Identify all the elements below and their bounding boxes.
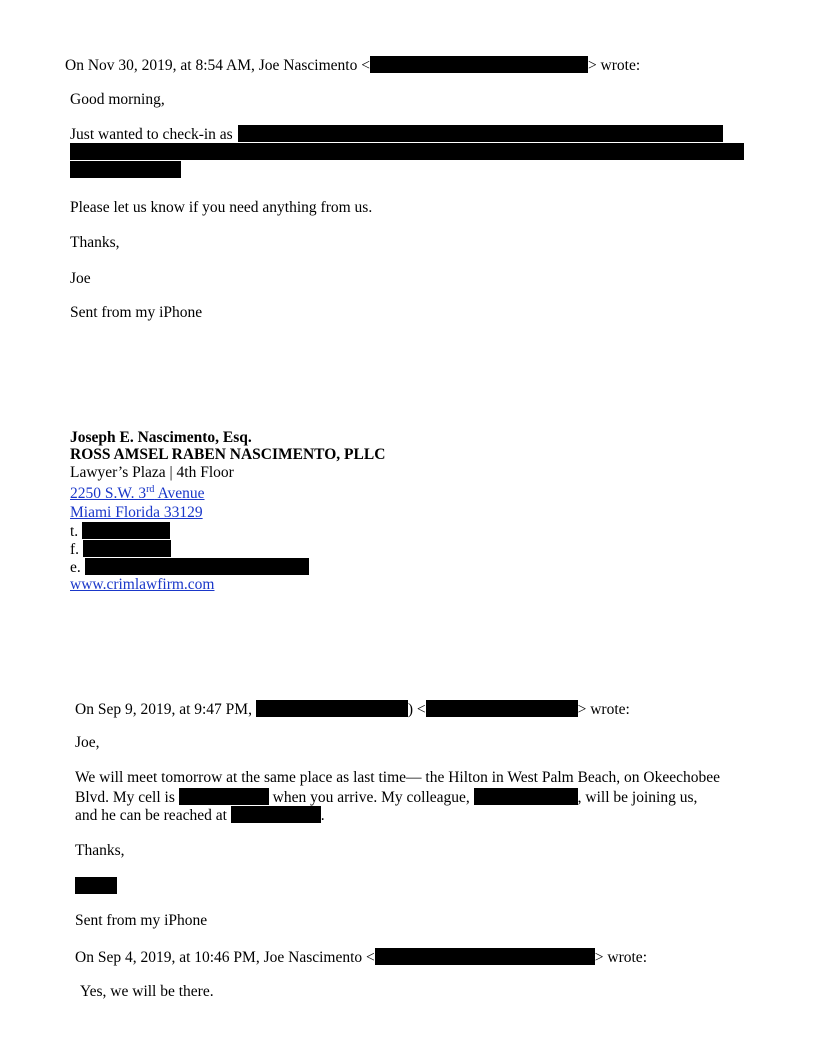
redacted-name (474, 788, 578, 805)
email3-body: Yes, we will be there. (80, 983, 214, 1000)
signature-street-link[interactable] (70, 485, 205, 503)
email2-greeting: Joe, (75, 734, 100, 751)
redacted-email (85, 558, 309, 575)
redacted-name (256, 700, 408, 717)
email1-header: On Nov 30, 2019, at 8:54 AM, Joe Nascimento < > wrote: (65, 57, 641, 74)
email2-header: On Sep 9, 2019, at 9:47 PM, ) < > wrote: (75, 701, 630, 718)
email1-greeting: Good morning, (70, 91, 165, 108)
email1-request: Please let us know if you need anything from us. (70, 199, 373, 216)
email1-sent-from: Sent from my iPhone (70, 304, 203, 321)
redacted-phone (179, 788, 269, 805)
redacted-email (426, 700, 578, 717)
email2-thanks: Thanks, (75, 842, 125, 859)
redacted-email (370, 56, 588, 73)
email1-thanks: Thanks, (70, 234, 120, 251)
city-link[interactable]: Miami Florida 33129 (70, 504, 203, 521)
redacted-text (70, 143, 744, 160)
email2-body-line-1: We will meet tomorrow at the same place as last time— the Hilton in West Palm Beach, on Okeechobee (75, 769, 721, 786)
signature-website[interactable] (70, 576, 214, 594)
redacted-fax (83, 540, 171, 557)
email1-sender-name: Joe (70, 270, 91, 287)
signature-office: Lawyer’s Plaza | 4th Floor (70, 464, 234, 481)
email2-body-line-3: and he can be reached at . (75, 807, 325, 824)
email1-body-line: Just wanted to check-in as (70, 126, 233, 143)
email2-sent-from: Sent from my iPhone (75, 912, 208, 929)
signature-name: Joseph E. Nascimento, Esq. (70, 429, 252, 446)
signature-city-link[interactable] (70, 504, 203, 522)
email2-body-line-2: Blvd. My cell is when you arrive. My colleague, , will be joining us, (75, 789, 698, 806)
signature-email: e. (70, 558, 309, 577)
website-link[interactable]: www.crimlawfirm.com (70, 576, 215, 593)
redacted-text (238, 125, 723, 142)
signature-phone: t. (70, 522, 170, 541)
redacted-email (375, 948, 595, 965)
street-address-link[interactable]: 2250 S.W. 3rd Avenue (70, 484, 205, 502)
redacted-phone (231, 806, 321, 823)
signature-fax: f. (70, 540, 171, 559)
signature-firm: ROSS AMSEL RABEN NASCIMENTO, PLLC (70, 446, 386, 463)
redacted-signature (75, 877, 117, 894)
redacted-text (70, 161, 181, 178)
email3-header: On Sep 4, 2019, at 10:46 PM, Joe Nascimento < > wrote: (75, 949, 647, 966)
redacted-phone (82, 522, 170, 539)
